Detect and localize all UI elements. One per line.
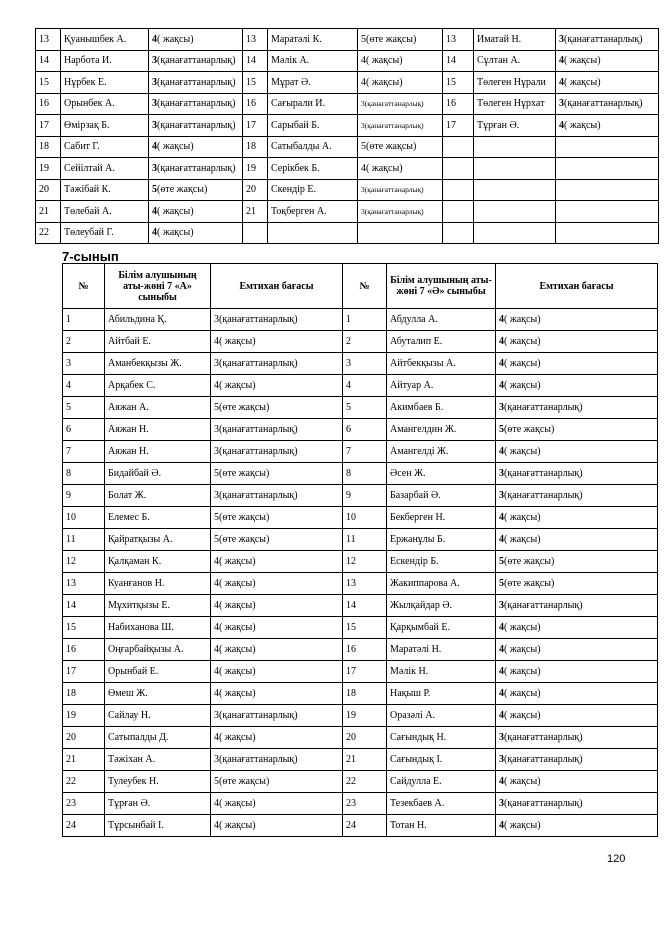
cell-student-name: Өмірзақ Б. [61, 115, 149, 137]
table-row [63, 463, 658, 485]
cell-grade: 4( жақсы) [556, 115, 659, 137]
table-row [36, 158, 659, 180]
header-number-b: № [343, 264, 387, 309]
grade-7-results-table [62, 263, 658, 837]
cell-number-a: 21 [63, 749, 105, 771]
cell-number-a: 8 [63, 463, 105, 485]
table-row [63, 397, 658, 419]
cell-grade [358, 222, 443, 244]
cell-student-name-a: Қайратқызы А. [105, 529, 211, 551]
cell-student-name-b: Жакиппарова А. [387, 573, 496, 595]
cell-student-name: Скендір Е. [268, 179, 358, 201]
cell-grade: 3(қанағаттанарлық) [358, 115, 443, 137]
cell-grade-a: 3(қанағаттанарлық) [211, 309, 343, 331]
grade-7-results-body [63, 309, 658, 837]
cell-grade: 3(қанағаттанарлық) [149, 115, 243, 137]
cell-grade: 4( жақсы) [358, 158, 443, 180]
cell-grade-b: 4( жақсы) [496, 331, 658, 353]
table-row [63, 771, 658, 793]
cell-grade: 4( жақсы) [149, 222, 243, 244]
cell-student-name: Орынбек А. [61, 93, 149, 115]
cell-student-name-a: Тәжіхан А. [105, 749, 211, 771]
cell-grade-b: 4( жақсы) [496, 529, 658, 551]
cell-number-a: 1 [63, 309, 105, 331]
cell-student-name-a: Сатыпалды Д. [105, 727, 211, 749]
cell-grade-b: 5(өте жақсы) [496, 573, 658, 595]
cell-grade-a: 4( жақсы) [211, 639, 343, 661]
cell-number: 13 [243, 29, 268, 51]
page-number: 120 [607, 853, 626, 865]
cell-student-name-b: Жылқайдар Ә. [387, 595, 496, 617]
cell-student-name-a: Тұрған Ә. [105, 793, 211, 815]
cell-number-a: 22 [63, 771, 105, 793]
cell-number: 13 [36, 29, 61, 51]
table-row [36, 50, 659, 72]
cell-number: 16 [443, 93, 474, 115]
cell-student-name: Төлеубай Г. [61, 222, 149, 244]
cell-student-name: Мәлік А. [268, 50, 358, 72]
previous-class-results-body [36, 29, 659, 244]
cell-grade-a: 5(өте жақсы) [211, 397, 343, 419]
cell-number: 22 [36, 222, 61, 244]
cell-grade-a: 4( жақсы) [211, 793, 343, 815]
cell-number-b: 9 [343, 485, 387, 507]
cell-grade-b: 3(қанағаттанарлық) [496, 595, 658, 617]
cell-number-a: 13 [63, 573, 105, 595]
cell-number-b: 7 [343, 441, 387, 463]
cell-student-name-a: Сайлау Н. [105, 705, 211, 727]
cell-grade-b: 4( жақсы) [496, 507, 658, 529]
cell-number-b: 18 [343, 683, 387, 705]
cell-number-b: 20 [343, 727, 387, 749]
cell-grade-a: 4( жақсы) [211, 727, 343, 749]
cell-number: 16 [36, 93, 61, 115]
cell-grade: 3(қанағаттанарлық) [149, 72, 243, 94]
cell-number [443, 222, 474, 244]
table-row [63, 529, 658, 551]
cell-number-b: 23 [343, 793, 387, 815]
cell-number-a: 7 [63, 441, 105, 463]
cell-number-b: 13 [343, 573, 387, 595]
cell-number-b: 16 [343, 639, 387, 661]
cell-number: 15 [243, 72, 268, 94]
cell-student-name-b: Бекберген Н. [387, 507, 496, 529]
cell-grade: 3(қанағаттанарлық) [556, 93, 659, 115]
cell-number: 15 [443, 72, 474, 94]
cell-student-name-b: Амангелдин Ж. [387, 419, 496, 441]
cell-grade: 3(қанағаттанарлық) [149, 93, 243, 115]
table-row [63, 331, 658, 353]
cell-student-name-b: Айтуар А. [387, 375, 496, 397]
cell-student-name-a: Айтбай Е. [105, 331, 211, 353]
cell-student-name: Сабит Г. [61, 136, 149, 158]
cell-grade [556, 179, 659, 201]
cell-grade: 4( жақсы) [149, 201, 243, 223]
cell-student-name-b: Сайдулла Е. [387, 771, 496, 793]
cell-student-name: Қуанышбек А. [61, 29, 149, 51]
cell-grade: 5(өте жақсы) [149, 179, 243, 201]
cell-student-name: Серікбек Б. [268, 158, 358, 180]
cell-number: 17 [443, 115, 474, 137]
cell-student-name: Мұрат Ә. [268, 72, 358, 94]
cell-number-a: 16 [63, 639, 105, 661]
cell-number-a: 11 [63, 529, 105, 551]
cell-student-name-a: Арқабек С. [105, 375, 211, 397]
cell-student-name: Маратәлі К. [268, 29, 358, 51]
cell-student-name [474, 201, 556, 223]
cell-student-name-a: Бидайбай Ә. [105, 463, 211, 485]
cell-grade: 4( жақсы) [358, 72, 443, 94]
cell-grade-a: 4( жақсы) [211, 595, 343, 617]
cell-number-a: 19 [63, 705, 105, 727]
cell-number: 13 [443, 29, 474, 51]
cell-student-name: Тоқберген А. [268, 201, 358, 223]
cell-number-a: 20 [63, 727, 105, 749]
cell-number: 14 [36, 50, 61, 72]
cell-number: 16 [243, 93, 268, 115]
cell-student-name: Сағырали И. [268, 93, 358, 115]
cell-student-name: Иматай Н. [474, 29, 556, 51]
cell-number-a: 10 [63, 507, 105, 529]
cell-grade: 4( жақсы) [149, 29, 243, 51]
table-row [63, 683, 658, 705]
cell-student-name-b: Айтбекқызы А. [387, 353, 496, 375]
cell-grade-a: 3(қанағаттанарлық) [211, 353, 343, 375]
cell-number-b: 6 [343, 419, 387, 441]
cell-student-name-b: Нақыш Р. [387, 683, 496, 705]
cell-grade [556, 158, 659, 180]
cell-grade-a: 3(қанағаттанарлық) [211, 749, 343, 771]
cell-grade: 4( жақсы) [149, 136, 243, 158]
header-student-name-7b: Білім алушының аты-жөні 7 «Ә» сыныбы [387, 264, 496, 309]
table-row [36, 179, 659, 201]
cell-number-b: 3 [343, 353, 387, 375]
cell-student-name-a: Болат Ж. [105, 485, 211, 507]
cell-student-name [474, 136, 556, 158]
cell-number-a: 17 [63, 661, 105, 683]
cell-grade: 4( жақсы) [358, 50, 443, 72]
cell-grade-b: 4( жақсы) [496, 661, 658, 683]
cell-number: 21 [243, 201, 268, 223]
cell-number: 17 [243, 115, 268, 137]
table-row [63, 793, 658, 815]
cell-student-name-a: Оңғарбайқызы А. [105, 639, 211, 661]
cell-number-b: 11 [343, 529, 387, 551]
header-number-a: № [63, 264, 105, 309]
cell-number-b: 14 [343, 595, 387, 617]
cell-grade-a: 4( жақсы) [211, 683, 343, 705]
cell-grade: 5(өте жақсы) [358, 29, 443, 51]
cell-number-b: 4 [343, 375, 387, 397]
cell-number-a: 4 [63, 375, 105, 397]
table-row [63, 507, 658, 529]
table-row [36, 93, 659, 115]
cell-number: 20 [36, 179, 61, 201]
table-row [63, 661, 658, 683]
cell-grade-b: 4( жақсы) [496, 683, 658, 705]
cell-student-name-b: Оразәлі А. [387, 705, 496, 727]
cell-student-name-b: Сағындық Н. [387, 727, 496, 749]
cell-student-name-a: Өмеш Ж. [105, 683, 211, 705]
table-row [63, 485, 658, 507]
cell-grade-b: 3(қанағаттанарлық) [496, 397, 658, 419]
cell-grade-b: 3(қанағаттанарлық) [496, 485, 658, 507]
table-row [63, 573, 658, 595]
cell-grade: 3(қанағаттанарлық) [556, 29, 659, 51]
cell-student-name [268, 222, 358, 244]
cell-student-name: Төлеген Нұрхат [474, 93, 556, 115]
section-title: 7-сынып [62, 249, 119, 264]
cell-student-name: Сарыбай Б. [268, 115, 358, 137]
table-row [63, 441, 658, 463]
cell-student-name: Нұрбек Е. [61, 72, 149, 94]
cell-grade-a: 4( жақсы) [211, 617, 343, 639]
cell-student-name-b: Тезекбаев А. [387, 793, 496, 815]
cell-number-a: 14 [63, 595, 105, 617]
cell-grade: 5(өте жақсы) [358, 136, 443, 158]
cell-number: 14 [243, 50, 268, 72]
cell-grade [556, 222, 659, 244]
cell-number-b: 19 [343, 705, 387, 727]
cell-number: 19 [36, 158, 61, 180]
cell-grade-b: 4( жақсы) [496, 375, 658, 397]
table-row [63, 815, 658, 837]
cell-grade-a: 3(қанағаттанарлық) [211, 485, 343, 507]
cell-number [443, 179, 474, 201]
cell-grade-a: 5(өте жақсы) [211, 463, 343, 485]
cell-student-name [474, 158, 556, 180]
cell-student-name-a: Қалқаман К. [105, 551, 211, 573]
cell-grade-b: 4( жақсы) [496, 705, 658, 727]
cell-student-name-a: Аяжан Н. [105, 419, 211, 441]
cell-student-name-a: Елемес Б. [105, 507, 211, 529]
cell-student-name-b: Акимбаев Б. [387, 397, 496, 419]
table-row [63, 309, 658, 331]
cell-number-b: 24 [343, 815, 387, 837]
cell-student-name-b: Абдулла А. [387, 309, 496, 331]
cell-grade: 3(қанағаттанарлық) [149, 158, 243, 180]
cell-number: 14 [443, 50, 474, 72]
cell-grade-a: 4( жақсы) [211, 661, 343, 683]
cell-grade [556, 136, 659, 158]
table-row [63, 639, 658, 661]
cell-number-b: 2 [343, 331, 387, 353]
cell-number-a: 18 [63, 683, 105, 705]
cell-number: 17 [36, 115, 61, 137]
table-row [36, 115, 659, 137]
table-row [63, 617, 658, 639]
cell-grade-b: 3(қанағаттанарлық) [496, 793, 658, 815]
cell-number-a: 9 [63, 485, 105, 507]
cell-grade-a: 4( жақсы) [211, 573, 343, 595]
table-row [36, 201, 659, 223]
cell-grade-b: 4( жақсы) [496, 617, 658, 639]
cell-grade-a: 5(өте жақсы) [211, 529, 343, 551]
cell-student-name: Төлебай А. [61, 201, 149, 223]
cell-grade-b: 4( жақсы) [496, 771, 658, 793]
cell-student-name-a: Аманбекқызы Ж. [105, 353, 211, 375]
cell-number-a: 3 [63, 353, 105, 375]
cell-number: 20 [243, 179, 268, 201]
cell-grade: 3(қанағаттанарлық) [358, 93, 443, 115]
cell-student-name-a: Абильдина Қ. [105, 309, 211, 331]
cell-student-name [474, 179, 556, 201]
cell-number: 15 [36, 72, 61, 94]
cell-student-name-a: Аяжан А. [105, 397, 211, 419]
cell-grade-b: 4( жақсы) [496, 441, 658, 463]
cell-grade: 3(қанағаттанарлық) [149, 50, 243, 72]
cell-grade: 4( жақсы) [556, 72, 659, 94]
cell-student-name: Тұрған Ә. [474, 115, 556, 137]
cell-grade-b: 4( жақсы) [496, 639, 658, 661]
cell-student-name-a: Мұхитқызы Е. [105, 595, 211, 617]
cell-number [443, 136, 474, 158]
cell-student-name-b: Базарбай Ә. [387, 485, 496, 507]
cell-grade-b: 4( жақсы) [496, 815, 658, 837]
header-exam-grade-a: Емтихан бағасы [211, 264, 343, 309]
cell-number-a: 24 [63, 815, 105, 837]
cell-number-b: 8 [343, 463, 387, 485]
cell-student-name-b: Әсен Ж. [387, 463, 496, 485]
cell-student-name-b: Абуталип Е. [387, 331, 496, 353]
cell-student-name-b: Тотан Н. [387, 815, 496, 837]
cell-number-b: 10 [343, 507, 387, 529]
cell-number-b: 21 [343, 749, 387, 771]
cell-student-name-b: Маратәлі Н. [387, 639, 496, 661]
cell-student-name-a: Орынбай Е. [105, 661, 211, 683]
cell-grade [556, 201, 659, 223]
table-row [63, 705, 658, 727]
table-row [36, 222, 659, 244]
cell-number-a: 12 [63, 551, 105, 573]
cell-number-b: 5 [343, 397, 387, 419]
cell-number [443, 158, 474, 180]
cell-student-name-b: Мәлік Н. [387, 661, 496, 683]
table-row [63, 595, 658, 617]
cell-grade: 3(қанағаттанарлық) [358, 179, 443, 201]
cell-student-name-a: Тулеубек Н. [105, 771, 211, 793]
cell-number-a: 23 [63, 793, 105, 815]
table-row [36, 29, 659, 51]
cell-student-name-a: Аяжан Н. [105, 441, 211, 463]
cell-number: 18 [36, 136, 61, 158]
cell-grade-a: 4( жақсы) [211, 551, 343, 573]
cell-number [243, 222, 268, 244]
table-row [36, 72, 659, 94]
cell-number: 21 [36, 201, 61, 223]
cell-student-name: Сатыбалды А. [268, 136, 358, 158]
table-row [63, 727, 658, 749]
cell-student-name-a: Тұрсынбай І. [105, 815, 211, 837]
table-row [63, 551, 658, 573]
table-header-row [63, 264, 658, 309]
cell-number-b: 1 [343, 309, 387, 331]
cell-number-b: 12 [343, 551, 387, 573]
cell-grade: 4( жақсы) [556, 50, 659, 72]
cell-grade-a: 3(қанағаттанарлық) [211, 419, 343, 441]
cell-number-a: 15 [63, 617, 105, 639]
cell-grade-b: 4( жақсы) [496, 309, 658, 331]
cell-grade-a: 3(қанағаттанарлық) [211, 705, 343, 727]
cell-number-b: 15 [343, 617, 387, 639]
cell-student-name-b: Ержанұлы Б. [387, 529, 496, 551]
cell-student-name-b: Ескендір Б. [387, 551, 496, 573]
previous-class-results-table [35, 28, 659, 244]
cell-grade: 3(қанағаттанарлық) [358, 201, 443, 223]
cell-grade-b: 3(қанағаттанарлық) [496, 463, 658, 485]
cell-number: 18 [243, 136, 268, 158]
cell-student-name-b: Қарқымбай Е. [387, 617, 496, 639]
cell-grade-b: 4( жақсы) [496, 353, 658, 375]
cell-grade-a: 5(өте жақсы) [211, 507, 343, 529]
table-row [63, 353, 658, 375]
table-row [36, 136, 659, 158]
table-row [63, 375, 658, 397]
table-row [63, 419, 658, 441]
cell-grade-b: 3(қанағаттанарлық) [496, 749, 658, 771]
cell-grade-a: 3(қанағаттанарлық) [211, 441, 343, 463]
table-row [63, 749, 658, 771]
cell-number-b: 17 [343, 661, 387, 683]
cell-grade-a: 5(өте жақсы) [211, 771, 343, 793]
cell-student-name: Төлеген Нұрали [474, 72, 556, 94]
cell-grade-b: 5(өте жақсы) [496, 419, 658, 441]
cell-number-a: 2 [63, 331, 105, 353]
cell-number-a: 5 [63, 397, 105, 419]
header-student-name-7a: Білім алушының аты-жөні 7 «А» сыныбы [105, 264, 211, 309]
cell-student-name: Сейілтай А. [61, 158, 149, 180]
cell-grade-b: 5(өте жақсы) [496, 551, 658, 573]
cell-grade-b: 3(қанағаттанарлық) [496, 727, 658, 749]
header-exam-grade-b: Емтихан бағасы [496, 264, 658, 309]
cell-student-name: Сұлтан А. [474, 50, 556, 72]
cell-student-name-a: Куанғанов Н. [105, 573, 211, 595]
cell-grade-a: 4( жақсы) [211, 375, 343, 397]
cell-student-name-a: Набиханова Ш. [105, 617, 211, 639]
cell-number-a: 6 [63, 419, 105, 441]
cell-grade-a: 4( жақсы) [211, 815, 343, 837]
cell-student-name [474, 222, 556, 244]
cell-student-name-b: Амангелді Ж. [387, 441, 496, 463]
cell-number [443, 201, 474, 223]
cell-number: 19 [243, 158, 268, 180]
cell-student-name: Тәжібай К. [61, 179, 149, 201]
cell-student-name-b: Сағындық І. [387, 749, 496, 771]
cell-number-b: 22 [343, 771, 387, 793]
cell-grade-a: 4( жақсы) [211, 331, 343, 353]
cell-student-name: Нарбота И. [61, 50, 149, 72]
